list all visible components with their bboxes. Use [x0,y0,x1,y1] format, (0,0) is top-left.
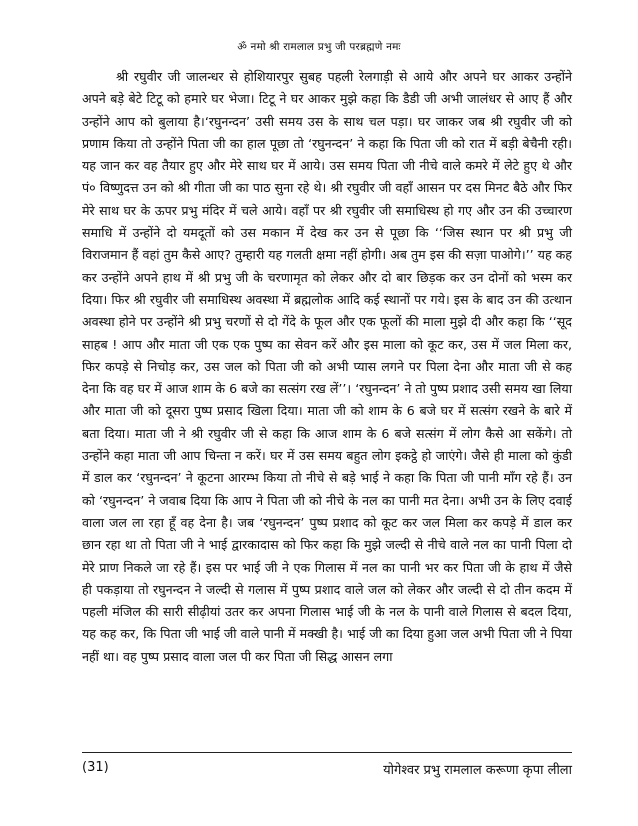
footer-divider [82,752,572,753]
body-paragraph: श्री रघुवीर जी जालन्धर से होशियारपुर सुबह पहली रेलगाड़ी से आये और अपने घर आकर उन्होंने अपने बड़े बेटे टिटू को हमारे घर भेजा। टिटू ने घर आकर मुझे कहा कि डैडी जी अभी जालंधर से आए हैं और उन्होंने आप को बुलाया है।‘रघुनन्दन’ उसी समय उस के साथ चल पड़ा। घर जाकर जब श्री रघुवीर जी को प्रणाम किया तो उन्होंने पिता जी का हाल पूछा तो ‘रघुनन्दन’ ने कहा कि पिता जी को रात में बड़ी बेचैनी रही। यह जान कर वह तैयार हुए और मेरे साथ घर में आये। उस समय पिता जी नीचे वाले कमरे में लेटे हुए थे और पं० विष्णुदत्त उन को श्री गीता जी का पाठ सुना रहे थे। श्री रघुवीर जी वहाँ आसन पर दस मिनट बैठे और फिर मेरे साथ घर के ऊपर प्रभु मंदिर में चले आये। वहाँ पर श्री रघुवीर जी समाधिस्थ हो गए और उन की उच्चारण समाधि में उन्होंने दो यमदूतों को उस मकान में देख कर उन से पूछा कि ‘‘जिस स्थान पर श्री प्रभु जी विराजमान हैं वहां तुम कैसे आए? तुम्हारी यह गलती क्षमा नहीं होगी। अब तुम इस की सज़ा पाओगे।’’ यह कह कर उन्होंने अपने हाथ में श्री प्रभु जी के चरणामृत को लेकर और दो बार छिड़क कर उन दोनों को भस्म कर दिया। फिर श्री रघुवीर जी समाधिस्थ अवस्था में ब्रह्मलोक आदि कई स्थानों पर गये। इस के बाद उन की उत्थान अवस्था होने पर उन्होंने श्री प्रभु चरणों से दो गेंदे के फूल और एक फूलों की माला मुझे दी और कहा कि ‘‘सूद साहब ! आप और माता जी एक एक पुष्प का सेवन करें और इस माला को कूट कर, उस में जल मिला कर, फिर कपड़े से निचोड़ कर, उस जल को पिता जी को अभी प्यास लगने पर पिला देना और माता जी से कह देना कि वह घर में आज शाम के 6 बजे का सत्संग रख लें’’। ‘रघुनन्दन’ ने तो पुष्प प्रशाद उसी समय खा लिया और माता जी को दूसरा पुष्प प्रसाद खिला दिया। माता जी को शाम के 6 बजे घर में सत्संग रखने के बारे में बता दिया। माता जी ने श्री रघुवीर जी से कहा कि आज शाम के 6 बजे सत्संग में लोग कैसे आ सकेंगे। तो उन्होंने कहा माता जी आप चिन्ता न करें। घर में उस समय बहुत लोग इकट्ठे हो जाएंगे। जैसे ही माला को कुंडी में डाल कर ‘रघुनन्दन’ ने कूटना आरम्भ किया तो नीचे से बड़े भाई ने कहा कि पिता जी पानी माँग रहे हैं। उन को ‘रघुनन्दन’ ने जवाब दिया कि आप ने पिता जी को नीचे के नल का पानी मत देना। अभी उन के लिए दवाई वाला जल ला रहा हूँ वह देना है। जब ‘रघुनन्दन’ पुष्प प्रशाद को कूट कर जल मिला कर कपड़े में डाल कर छान रहा था तो पिता जी ने भाई द्वारकादास को फिर कहा कि मुझे जल्दी से नीचे वाले नल का पानी पिला दो मेरे प्राण निकले जा रहे हैं। इस पर भाई जी ने एक गिलास में नल का पानी भर कर पिता जी के हाथ में जैसे ही पकड़ाया तो रघुनन्दन ने जल्दी से गलास में पुष्प प्रशाद वाले जल को लेकर और जल्दी से दो तीन कदम में पहली मंजिल की सारी सीढ़ीयां उतर कर अपना गिलास भाई जी के नल के पानी वाले गिलास से बदल दिया, यह कह कर, कि पिता जी भाई जी वाले पानी में मक्खी है। भाई जी का दिया हुआ जल अभी पिता जी ने पिया नहीं था। वह पुष्प प्रसाद वाला जल पी कर पिता जी सिद्ध आसन लगा [82,69,572,664]
body-text [82,66,572,668]
page-number: (31) [82,760,109,775]
footer-book-title: योगेश्वर प्रभु रामलाल करूणा कृपा लीला [383,763,572,778]
page-header-invocation: ॐ नमो श्री रामलाल प्रभु जी परब्रह्मणे नमः [237,41,401,53]
